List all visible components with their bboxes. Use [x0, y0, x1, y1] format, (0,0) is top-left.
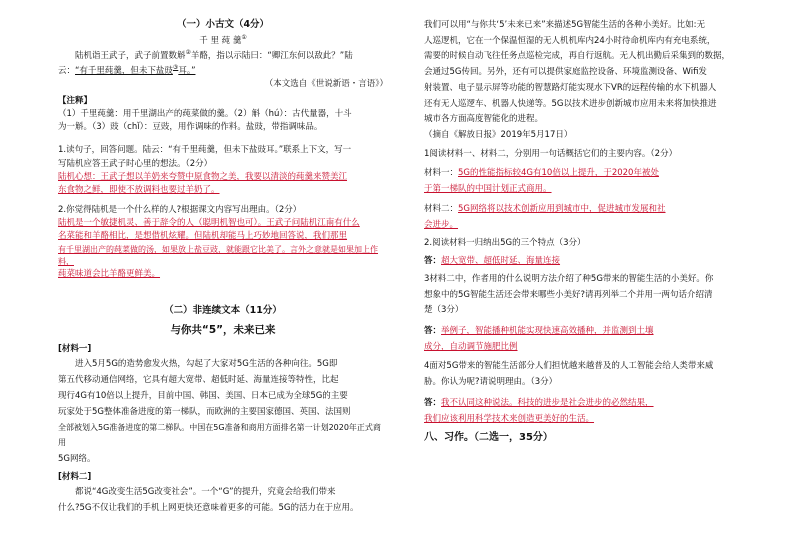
underlined-quote: “有千里莼羹，但未下盐豉 [75, 65, 173, 76]
material-1-line: 玩家处于5G整体准备进度的第一梯队，而欧洲的主要国家德国、英国、法国则 [58, 407, 351, 418]
question-1: 1阅读材料一、材料二，分别用一句话概括它们的主要内容。（2分） [424, 148, 678, 159]
poem-title [58, 33, 388, 48]
source-citation: （本文选自《世说新语・言语》） [264, 78, 388, 89]
question-2: 2.阅读材料一归纳出5G的三个特点（3分） [424, 238, 586, 249]
answer-line: 我们应该利用科学技术来创造更美好的生活。 [424, 413, 595, 424]
material-1-line: 现行4G有10倍以上提升，目前中国、韩国、美国、日本已成为全球5G的主要 [58, 391, 348, 401]
footnote-marker: ③ [172, 63, 179, 71]
section-2-title: （二）非连续文本（11分） [164, 304, 282, 316]
answer-text: 5G的性能指标较4G有10倍以上提升，于2020年被处 [458, 167, 659, 178]
material-2-line: 需要的时候自动飞往任务点巡检完成，再自行返航。无人机出勤后采集到的数据， [424, 51, 731, 62]
answer-line: 莼菜味道会比羊酪更鲜美。 [58, 269, 161, 280]
material-1-line: 全部被划入5G准备进度的第二梯队。中国在5G准备和商用方面排名第一计划2020年正式商用 [58, 423, 381, 448]
section-1-title: （一）小古文（4分） [176, 19, 270, 30]
answer-label: 材料一： [424, 167, 459, 178]
answer-text: 超大宽带、超低时延、海量连接 [441, 255, 561, 266]
answer-line: 成分，自动调节施肥比例 [424, 342, 518, 353]
answer-line [424, 323, 764, 339]
material-2-line: 都说“4G改变生活5G改变社会”。一个“G”的提升，究竟会给我们带来 [75, 486, 336, 497]
question-1-cont: 写陆机应答王武子时心里的想法。（2分） [58, 158, 213, 169]
notes-label: 【注释】 [58, 95, 93, 106]
answer-text: 我不认同这种说法。科技的进步是社会进步的必然结果， [441, 397, 654, 408]
answer-label: 答： [424, 255, 442, 266]
material-2-line: 我们可以用“与你共‘5’未来已来”来描述5G智能生活的各种小美好。比如:无 [424, 20, 705, 30]
answer-label: 答： [424, 397, 442, 408]
poem-title-text: 千 里 莼 羹 [199, 35, 242, 46]
story-line [58, 63, 388, 78]
material-2-line: 城市各方面高度智能化的进程。 [424, 114, 544, 125]
question-4-cont: 胁。你认为呢?请说明理由。（3分） [424, 376, 558, 387]
article-title: 与你共“5”，未来已来 [170, 324, 276, 337]
right-column [424, 18, 764, 445]
left-column [58, 18, 388, 516]
answer-line [424, 201, 764, 217]
answer-label: 材料二： [424, 204, 459, 215]
material-2-line: 会通过5G传回。另外，还有可以提供家庭监控设备、环境监测设备、Wifi发 [424, 67, 707, 78]
answer-line [424, 395, 764, 411]
material-2-line: 还有无人巡逻车、机器人快递等。5G以技术进步创新城市应用未来将加快推进 [424, 98, 717, 109]
material-1-line: 第五代移动通信网络，它具有超大宽带、超低时延、海量连接等特性，比起 [58, 374, 339, 385]
material-2-line: 射装置、电子显示屏等功能的智慧路灯能实现水下VR的远程传输的水下机器人 [424, 82, 717, 93]
question-3: 3材料二中，作者用的什么说明方法介绍了种5G带来的智能生活的小美好。你 [424, 273, 714, 284]
answer-text: 5G网络将以技术创新应用到城市中，促进城市发展和社 [458, 204, 666, 215]
material-1-line: 5G网络。 [58, 453, 96, 464]
answer-line [424, 255, 764, 268]
answer-line: 于第一梯队的中国计划正式商用。 [424, 184, 552, 195]
section-8-title: 八、习作。（二选一，35分） [424, 431, 553, 443]
question-2: 2.你觉得陆机是一个什么样的人?根据课文内容写出理由。（2分） [58, 205, 302, 216]
question-1: 1.读句子，回答问题。陆云：“有千里莼羹，但未下盐豉耳。”联系上下文，写一 [58, 145, 352, 156]
note-line: 为一斛。（3）豉（chǐ）：豆豉，用作调味的作料。盐豉，带指调味品。 [58, 122, 323, 133]
question-4: 4面对5G带来的智能生活部分人们担忧越来越普及的人工智能会给人类带来威 [424, 361, 714, 372]
source-citation: （摘自《解放日报》2019年5月17日） [424, 130, 573, 141]
story-text: 陆机诣王武子，武子前置数斛 [75, 50, 186, 61]
answer-line: 陆机是一个敏捷机灵、善于辞令的人（聪明机智也可）。王武子问陆机江南有什么 [58, 218, 360, 229]
question-3-cont: 楚（3分） [424, 305, 464, 316]
material-2-line: 什么?5G不仅让我们的手机上网更快还意味着更多的可能。5G的活力在于应用。 [58, 503, 359, 514]
material-2-label: [材料二] [58, 471, 92, 482]
story-text: 羊酪，指以示陆曰：“卿江东何以敌此？”陆 [190, 50, 353, 61]
material-2-line: 人巡逻机，它在一个保温恒湿的无人机机库内24小时待命机库内有充电系统， [424, 35, 716, 46]
answer-line: 有千里湖出产的莼菜做的汤，如果放上盐豆豉，就能跟它比美了。言外之意就是如果加上作料， [58, 244, 378, 266]
underlined-quote-end: 耳。” [178, 65, 196, 76]
answer-text: 举例子，智能播种机能实现快速高效播种，并监测到土壤 [441, 325, 654, 336]
story-text: 云： [58, 65, 76, 76]
footnote-marker: ② [185, 48, 191, 56]
footnote-marker: ① [241, 33, 247, 41]
answer-line [424, 165, 764, 181]
answer-line: 陆机心想：王武子想以羊奶来夸赞中原食物之美，我要以清淡的莼羹来赞美江 [58, 171, 348, 182]
question-3-cont: 想象中的5G智能生活还会带来哪些小美好?请再列举二个并用一两句话介绍清 [424, 289, 713, 300]
answer-line: 名菜能和羊酪相比，是想借机炫耀。但陆机却能马上巧妙地回答说，我们那里 [58, 231, 348, 242]
answer-line: 会进步。 [424, 220, 459, 231]
answer-label: 答： [424, 325, 442, 336]
story-line [58, 48, 388, 63]
note-line: （1）千里莼羹：用千里湖出产的莼菜做的羹。（2）斛（hú）：古代量器，十斗 [58, 109, 352, 120]
material-1-label: [材料一] [58, 343, 92, 354]
material-1-line: 进入5月5G的造势愈发火热，勾起了大家对5G生活的各种向往。5G即 [75, 358, 338, 369]
answer-line: 东食物之鲜，即使不放调料也要过羊奶了。 [58, 184, 220, 195]
